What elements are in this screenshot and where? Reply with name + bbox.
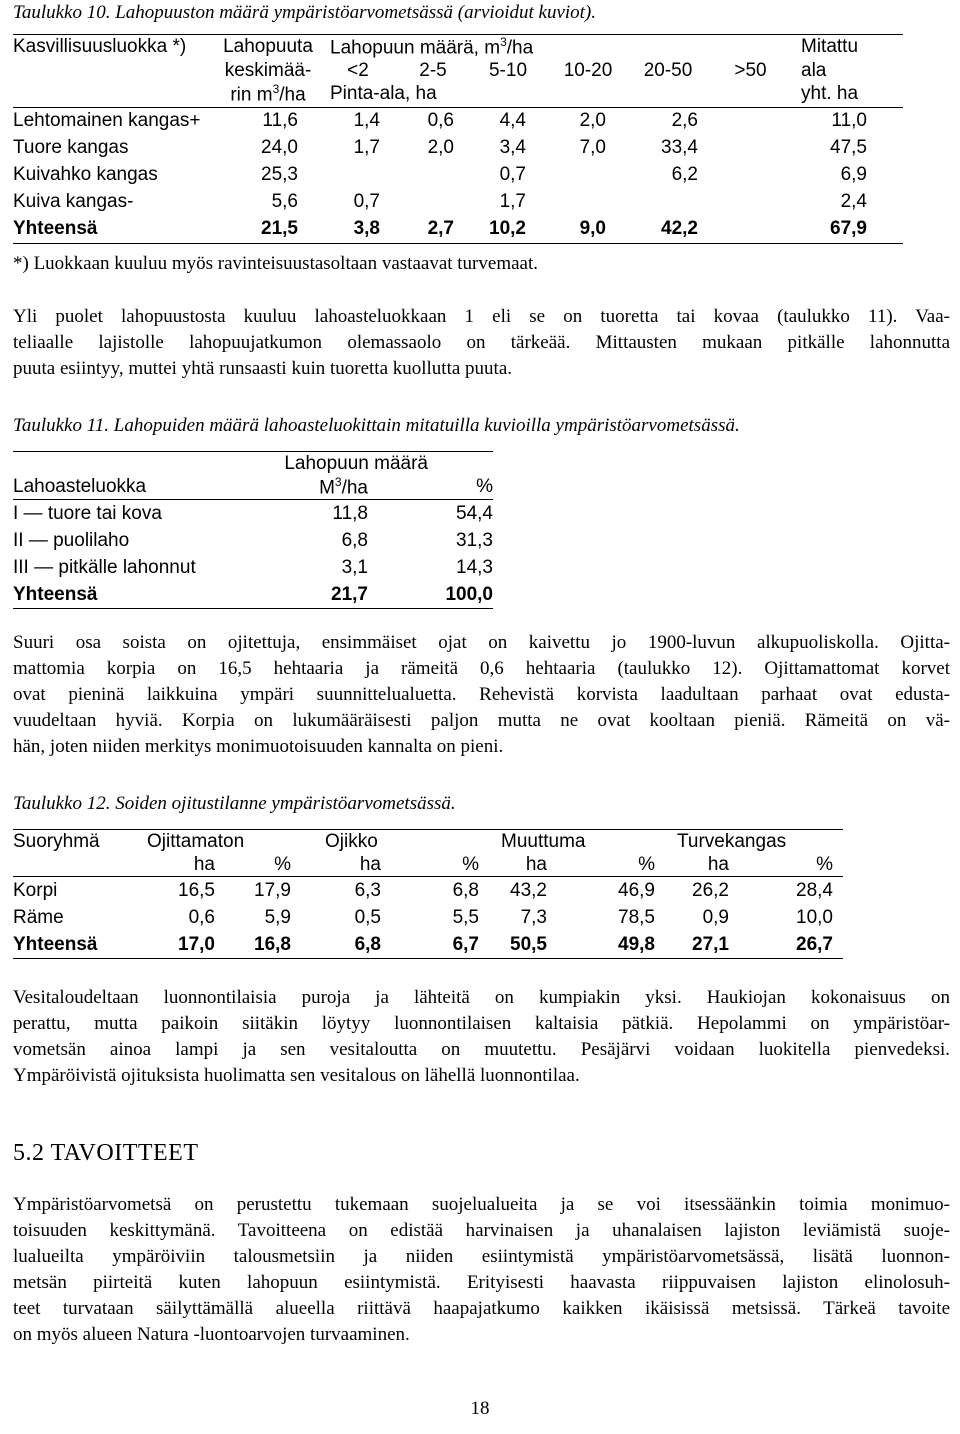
table-10-header-row-3	[13, 82, 903, 107]
col-header-class-gt50: >50	[734, 59, 767, 81]
col-header-measured-area-2: ala	[801, 59, 827, 81]
table-row: Kuivahko kangas 25,3 0,7 6,2 6,9	[13, 164, 867, 186]
col-header-measured-area-3: yht. ha	[801, 83, 859, 105]
table-10-footnote: *) Luokkaan kuuluu myös ravinteisuustasoltaan vastaavat turvemaat.	[13, 253, 538, 274]
col-header-undrained: Ojittamaton	[147, 830, 245, 852]
col-header-deadwood-amount: Lahopuun määrä	[284, 452, 428, 474]
table-12-header-row-2: ha % ha % ha % ha %	[13, 853, 843, 877]
col-header-measured-area-1: Mitattu	[801, 36, 859, 58]
col-header-avg-deadwood-1: Lahopuuta	[223, 36, 313, 58]
col-header-avg-deadwood-3: rin $m^3/ha$	[230, 82, 306, 106]
table-row: Korpi 16,5 17,9 6,3 6,8 43,2 46,9 26,2 28,4	[13, 879, 833, 901]
table-10-caption: Taulukko 10. Lahopuuston määrä ympäristöarvometsässä (arvioidut kuviot).	[13, 2, 597, 23]
col-header-decay-class: Lahoasteluokka	[13, 476, 147, 498]
col-header-class-lt2: <2	[347, 59, 369, 81]
table-total-row: Yhteensä 21,5 3,8 2,7 10,2 9,0 42,2 67,9	[13, 216, 903, 244]
col-header-class-10-20: 10-20	[563, 59, 613, 81]
table-row: Räme 0,6 5,9 0,5 5,5 7,3 78,5 0,9 10,0	[13, 906, 833, 928]
table-11-header-row-1	[13, 452, 493, 476]
col-header-class-5-10: 5-10	[488, 59, 528, 81]
table-11	[13, 451, 493, 609]
paragraph-waters: Vesitaloudeltaan luonnontilaisia puroja ja lähteitä on kumpiakin yksi. Haukiojan kokonaisuus on perattu, mutta paikoin siitäkin löytyy luonnontilaisen kaltaisia pätkiä. Hepolammi on ympäristöar- vometsän ainoa lampi ja sen vesitaloutta on muutettu. Pesäjärvi voidaan luokitella pienvedeksi. Ympäröivistä ojituksista huolimatta sen vesitalous on lähellä luonnontilaa.	[13, 987, 950, 1086]
col-header-area-label: Pinta-ala, ha	[330, 83, 437, 105]
table-12-header-row-1	[13, 830, 843, 854]
col-header-ojikko: Ojikko	[325, 830, 378, 852]
section-heading: 5.2 TAVOITTEET	[13, 1140, 199, 1166]
col-header-avg-deadwood-2: keskimää-	[224, 59, 312, 81]
table-12-caption: Taulukko 12. Soiden ojitustilanne ympäristöarvometsässä.	[13, 793, 456, 814]
table-row: Tuore kangas 24,0 1,7 2,0 3,4 7,0 33,4 47,5	[13, 137, 867, 159]
table-row: III — pitkälle lahonnut 3,1 14,3	[13, 556, 493, 578]
table-12-grid	[13, 829, 843, 959]
table-11-caption: Taulukko 11. Lahopuiden määrä lahoasteluokittain mitatuilla kuvioilla ympäristöarvometsässä.	[13, 415, 740, 436]
table-total-row: Yhteensä 21,7 100,0	[13, 581, 493, 609]
col-header-muuttuma: Muuttuma	[501, 830, 586, 852]
col-header-turvekangas: Turvekangas	[677, 830, 787, 852]
table-12	[13, 829, 843, 959]
paragraph-deadwood-decay: Yli puolet lahopuustosta kuuluu lahoasteluokkaan 1 eli se on tuoretta tai kovaa (taulukko 11). Vaa- teliaalle lajistolle lahopuujatkumon olemassaolo on tärkeää. Mittausten mukaan pitkälle lahonnutta puuta esiintyy, muttei yhtä runsaasti kuin tuoretta kuollutta puuta.	[13, 306, 950, 379]
table-10-header-row-2	[13, 59, 903, 82]
paragraph-objectives: Ympäristöarvometsä on perustettu tukemaan suojelualueita ja se voi itsessäänkin toimia monimuo- toisuuden keskittymänä. Tavoitteena on edistää harvinaisen ja uhanalaisen lajiston leviämistä suoje- lualueilta ympäröiviin talousmetsiin ja niiden esiintymistä ympäristöarvometsässä, lisätä luonnon- metsän piirteitä kuten lahopuun esiintymistä. Erityisesti haavasta riippuvaisen lajiston elinolosuh- teet turvataan säilyttämällä alueella riittävä haapajatkumo kaikken ikäisissä metsissä. Tärkeä tavoite on myös alueen Natura -luontoarvojen turvaaminen.	[13, 1194, 950, 1345]
table-11-grid	[13, 451, 493, 609]
col-header-vegetation-class: Kasvillisuusluokka *)	[13, 36, 187, 58]
col-header-mire-group: Suoryhmä	[13, 830, 100, 852]
col-header-class-20-50: 20-50	[643, 59, 693, 81]
page-number: 18	[470, 1398, 490, 1419]
col-header-class-2-5: 2-5	[419, 59, 447, 81]
table-11-header-row-2	[13, 475, 493, 500]
col-header-deadwood-group: Lahopuun määrä, $m^3/ha$	[330, 35, 534, 59]
col-header-m3-ha: $M^3/ha$	[319, 475, 368, 499]
table-10-grid	[13, 34, 903, 244]
table-10	[13, 34, 903, 244]
col-header-percent: %	[476, 476, 493, 498]
table-row: Lehtomainen kangas+ 11,6 1,4 0,6 4,4 2,0 2,6 11,0	[13, 110, 867, 132]
table-row: Kuiva kangas- 5,6 0,7 1,7 2,4	[13, 191, 867, 213]
paragraph-mire-drainage: Suuri osa soista on ojitettuja, ensimmäiset ojat on kaivettu jo 1900-luvun alkupuoliskolla. Ojitta- mattomia korpia on 16,5 hehtaaria ja rämeitä 0,6 hehtaaria (taulukko 12). Ojittamattomat korvet ovat pieninä laikkuina ympäri suunnittelualuetta. Rehevistä korvista laadultaan parhaat ovat edusta- vuudeltaan hyviä. Korpia on lukumääräisesti paljon mutta ne ovat kooltaan pieniä. Rämeitä on vä- hän, joten niiden merkitys monimuotoisuuden kannalta on pieni.	[13, 632, 950, 757]
table-10-header-row-1	[13, 35, 903, 60]
table-total-row: Yhteensä 17,0 16,8 6,8 6,7 50,5 49,8 27,1 26,7	[13, 931, 843, 959]
table-row: II — puolilaho 6,8 31,3	[13, 529, 493, 551]
table-row: I — tuore tai kova 11,8 54,4	[13, 502, 493, 524]
